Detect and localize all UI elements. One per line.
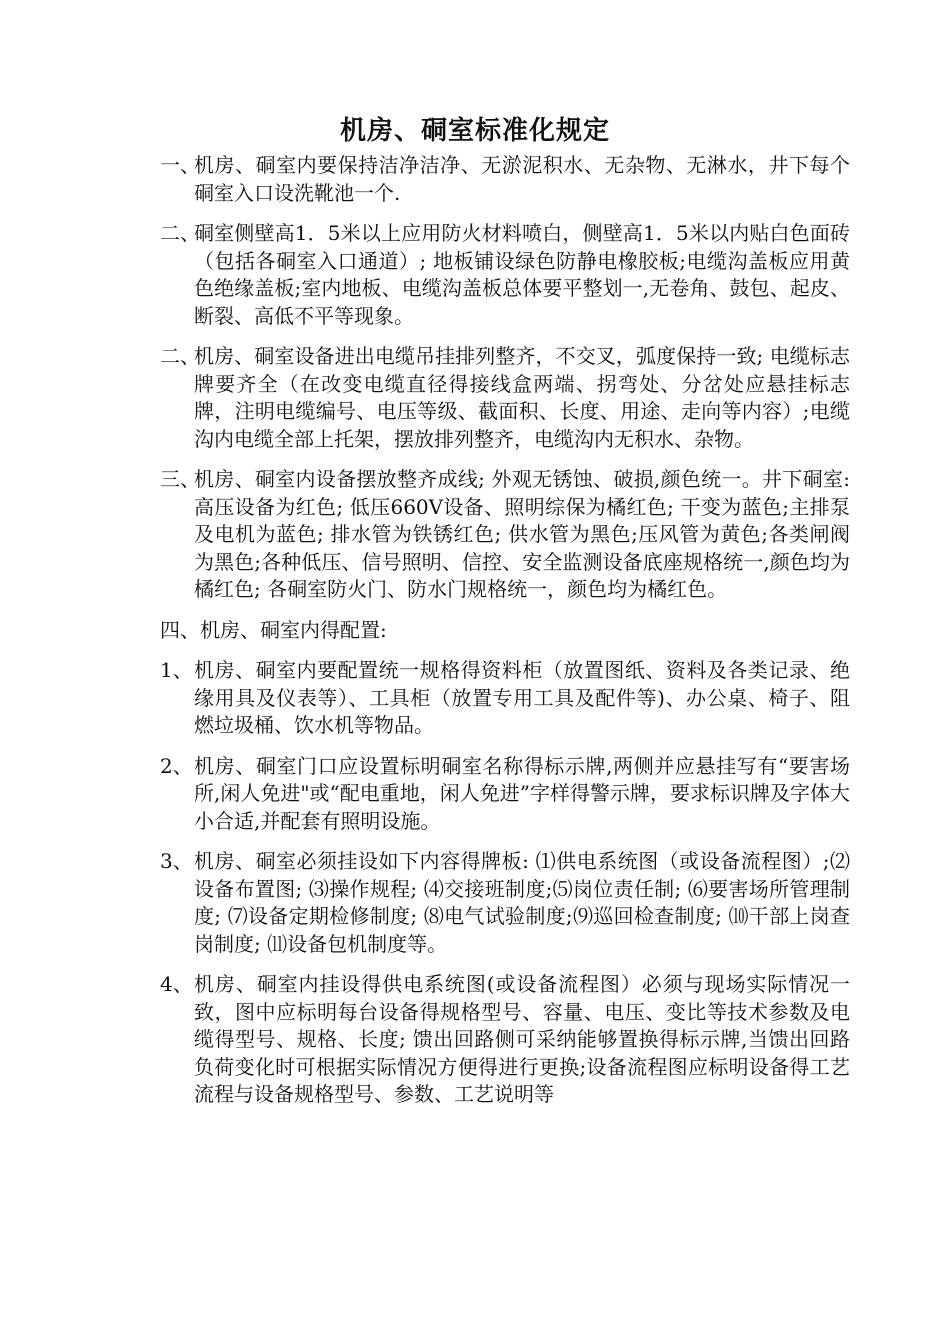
configuration-item	[160, 971, 850, 1109]
regulation-item	[160, 343, 850, 453]
item-text: 机房、硐室门口应设置标明硐室名称得标示牌,两侧并应悬挂写有“要害场所,闲人免进"或“配电重地，闲人免进”字样得警示牌，要求标识牌及字体大小合适,并配套有照明设施。	[194, 753, 851, 833]
item-text: 机房、硐室必须挂设如下内容得牌板: ⑴供电系统图（或设备流程图）;⑵设备布置图; ⑶操作规程; ⑷交接班制度;⑸岗位责任制; ⑹要害场所管理制度; ⑺设备定期检修制度; ⑻电气试验制度;⑼巡回检查制度; ⑽干部上岗查岗制度; ⑾设备包机制度等。	[194, 849, 850, 956]
regulation-item	[160, 152, 850, 207]
item-marker: 二、	[160, 221, 200, 245]
item-marker: 三、	[160, 467, 200, 491]
item-marker: 1、	[160, 658, 193, 682]
document-title: 机房、硐室标准化规定	[339, 116, 610, 146]
regulation-list	[160, 152, 850, 1122]
item-marker: 4、	[160, 972, 193, 996]
item-marker: 一、	[160, 153, 200, 177]
item-marker: 2、	[160, 753, 193, 778]
configuration-item	[160, 848, 850, 958]
item-text: 机房、硐室内挂设得供电系统图(或设备流程图）必须与现场实际情况一致，图中应标明每台设备得规格型号、容量、电压、变比等技术参数及电缆得型号、规格、长度; 馈出回路侧可采纳能够置换得标示牌,当馈出回路负荷变化时可根据实际情况方便得进行更换;设备流程图应标明设备得工艺流程与设备规格型号、参数、工艺说明等	[194, 972, 850, 1106]
item-text: 机房、硐室内设备摆放整齐成线; 外观无锈蚀、破损,颜色统一。井下硐室:高压设备为红色; 低压660V设备、照明综保为橘红色; 干变为蓝色;主排泵及电机为蓝色; 排水管为铁锈红色; 供水管为黑色;压风管为黄色;各类闸阀为黑色;各种低压、信号照明、信控、安全监测设备底座规格统一,颜色均为橘红色; 各硐室防火门、防水门规格统一，颜色均为橘红色。	[194, 467, 850, 601]
regulation-item	[160, 220, 850, 330]
item-marker: 3、	[160, 849, 193, 873]
item-text: 机房、硐室设备进出电缆吊挂排列整齐，不交叉，弧度保持一致; 电缆标志牌要齐全（在改变电缆直径得接线盒两端、拐弯处、分岔处应悬挂标志牌，注明电缆编号、电压等级、截面积、长度、用途、走向等内容）;电缆沟内电缆全部上托架，摆放排列整齐，电缆沟内无积水、杂物。	[194, 344, 850, 451]
item-text: 机房、硐室内要保持洁净洁净、无淤泥积水、无杂物、无淋水，井下每个硐室入口设洗靴池一个.	[194, 153, 850, 205]
configuration-item	[160, 657, 850, 740]
item-text: 硐室侧壁高1．5米以上应用防火材料喷白，侧壁高1．5米以内贴白色面砖（包括各硐室入口通道）; 地板铺设绿色防静电橡胶板;电缆沟盖板应用黄色绝缘盖板;室内地板、电缆沟盖板总体要平整划一,无卷角、鼓包、起皮、断裂、高低不平等现象。	[194, 221, 850, 328]
item-marker: 二、	[160, 344, 200, 368]
configuration-item	[160, 753, 850, 836]
section-heading: 四、机房、硐室内得配置:	[160, 617, 387, 642]
item-text: 机房、硐室内要配置统一规格得资料柜（放置图纸、资料及各类记录、绝缘用具及仪表等）、工具柜（放置专用工具及配件等)、办公桌、椅子、阻燃垃圾桶、饮水机等物品。	[194, 658, 850, 737]
regulation-item	[160, 466, 850, 604]
